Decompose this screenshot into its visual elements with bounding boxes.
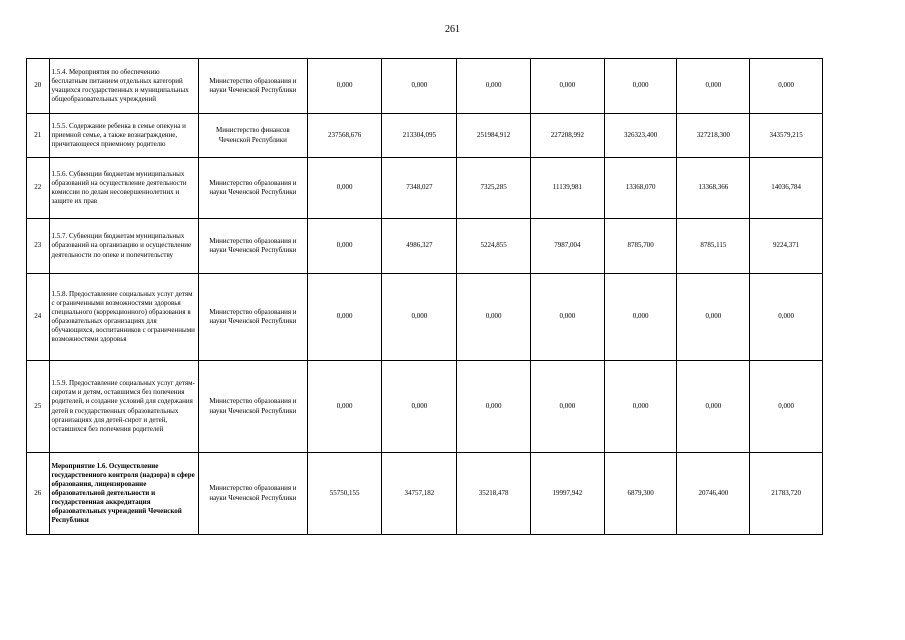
value-cell: 35218,478: [457, 453, 531, 535]
table-row: [27, 361, 823, 453]
value-cell: 6879,300: [604, 453, 677, 535]
table-row: [27, 219, 823, 274]
responsible-organization: Министерство образования и науки Чеченской Республики: [199, 219, 308, 274]
table-row: [27, 59, 823, 114]
activity-description: 1.5.8. Предоставление социальных услуг детям с ограниченными возможностями здоровья специального (коррекционного) образования в образовательных организациях для обучающихся, воспитанников с ограниченными возможностями здоровья: [49, 274, 199, 361]
row-number: 22: [27, 158, 50, 219]
activity-description: 1.5.9. Предоставление социальных услуг детям-сиротам и детям, оставшимся без попечения родителей, и создание условий для содержания детей в государственных образовательных организациях для детей-сирот и детей, оставшихся без попечения родителей: [49, 361, 199, 453]
responsible-organization: Министерство образования и науки Чеченской Республики: [199, 453, 308, 535]
value-cell: 21783,720: [750, 453, 823, 535]
value-cell: 0,000: [604, 361, 677, 453]
table-row: [27, 274, 823, 361]
value-cell: 326323,400: [604, 114, 677, 158]
table-row: [27, 114, 823, 158]
value-cell: 0,000: [750, 361, 823, 453]
value-cell: 8785,115: [677, 219, 750, 274]
responsible-organization: Министерство образования и науки Чеченской Республики: [199, 158, 308, 219]
value-cell: 4986,327: [382, 219, 457, 274]
value-cell: 343579,215: [750, 114, 823, 158]
responsible-organization: Министерство финансов Чеченской Республики: [199, 114, 308, 158]
value-cell: 0,000: [750, 59, 823, 114]
value-cell: 0,000: [604, 274, 677, 361]
value-cell: 0,000: [382, 59, 457, 114]
responsible-organization: Министерство образования и науки Чеченской Республики: [199, 361, 308, 453]
responsible-organization: Министерство образования и науки Чеченской Республики: [199, 59, 308, 114]
value-cell: 0,000: [307, 158, 382, 219]
value-cell: 0,000: [457, 59, 531, 114]
value-cell: 13368,366: [677, 158, 750, 219]
responsible-organization: Министерство образования и науки Чеченской Республики: [199, 274, 308, 361]
value-cell: 0,000: [457, 274, 531, 361]
value-cell: 13368,070: [604, 158, 677, 219]
activity-description: 1.5.7. Субвенции бюджетам муниципальных образований на организацию и осуществление деятельности по опеке и попечительству: [49, 219, 199, 274]
value-cell: 11139,981: [530, 158, 604, 219]
value-cell: 0,000: [604, 59, 677, 114]
value-cell: 227208,992: [530, 114, 604, 158]
value-cell: 14036,784: [750, 158, 823, 219]
value-cell: 213304,095: [382, 114, 457, 158]
value-cell: 7325,285: [457, 158, 531, 219]
budget-table: [26, 58, 823, 535]
activity-description: 1.5.5. Содержание ребенка в семье опекуна и приемной семье, а также вознаграждение, причитающееся приемному родителю: [49, 114, 199, 158]
value-cell: 0,000: [307, 59, 382, 114]
value-cell: 237568,676: [307, 114, 382, 158]
row-number: 25: [27, 361, 50, 453]
value-cell: 0,000: [677, 59, 750, 114]
value-cell: 9224,371: [750, 219, 823, 274]
value-cell: 0,000: [530, 59, 604, 114]
value-cell: 55750,155: [307, 453, 382, 535]
activity-description: 1.5.6. Субвенции бюджетам муниципальных образований на осуществление деятельности комиссии по делам несовершеннолетних и защите их прав: [49, 158, 199, 219]
value-cell: 7987,004: [530, 219, 604, 274]
row-number: 20: [27, 59, 50, 114]
value-cell: 0,000: [307, 274, 382, 361]
activity-description: Мероприятие 1.6. Осуществление государственного контроля (надзора) в сфере образования, лицензирование образовательной деятельности и государственная аккредитация образовательных учреждений Чеченской Республики: [49, 453, 199, 535]
activity-description: 1.5.4. Мероприятия по обеспечению бесплатным питанием отдельных категорий учащихся государственных и муниципальных общеобразовательных учреждений: [49, 59, 199, 114]
value-cell: 0,000: [307, 219, 382, 274]
table-row: [27, 158, 823, 219]
value-cell: 327218,300: [677, 114, 750, 158]
value-cell: 0,000: [677, 361, 750, 453]
value-cell: 5224,855: [457, 219, 531, 274]
value-cell: 19997,942: [530, 453, 604, 535]
row-number: 24: [27, 274, 50, 361]
row-number: 26: [27, 453, 50, 535]
value-cell: 251984,912: [457, 114, 531, 158]
value-cell: 0,000: [530, 361, 604, 453]
value-cell: 0,000: [307, 361, 382, 453]
page-number: 261: [445, 24, 460, 35]
value-cell: 7348,027: [382, 158, 457, 219]
value-cell: 0,000: [457, 361, 531, 453]
value-cell: 34757,182: [382, 453, 457, 535]
value-cell: 0,000: [530, 274, 604, 361]
value-cell: 0,000: [382, 361, 457, 453]
value-cell: 0,000: [750, 274, 823, 361]
value-cell: 0,000: [677, 274, 750, 361]
table-row: [27, 453, 823, 535]
value-cell: 20746,400: [677, 453, 750, 535]
row-number: 23: [27, 219, 50, 274]
value-cell: 8785,700: [604, 219, 677, 274]
row-number: 21: [27, 114, 50, 158]
value-cell: 0,000: [382, 274, 457, 361]
